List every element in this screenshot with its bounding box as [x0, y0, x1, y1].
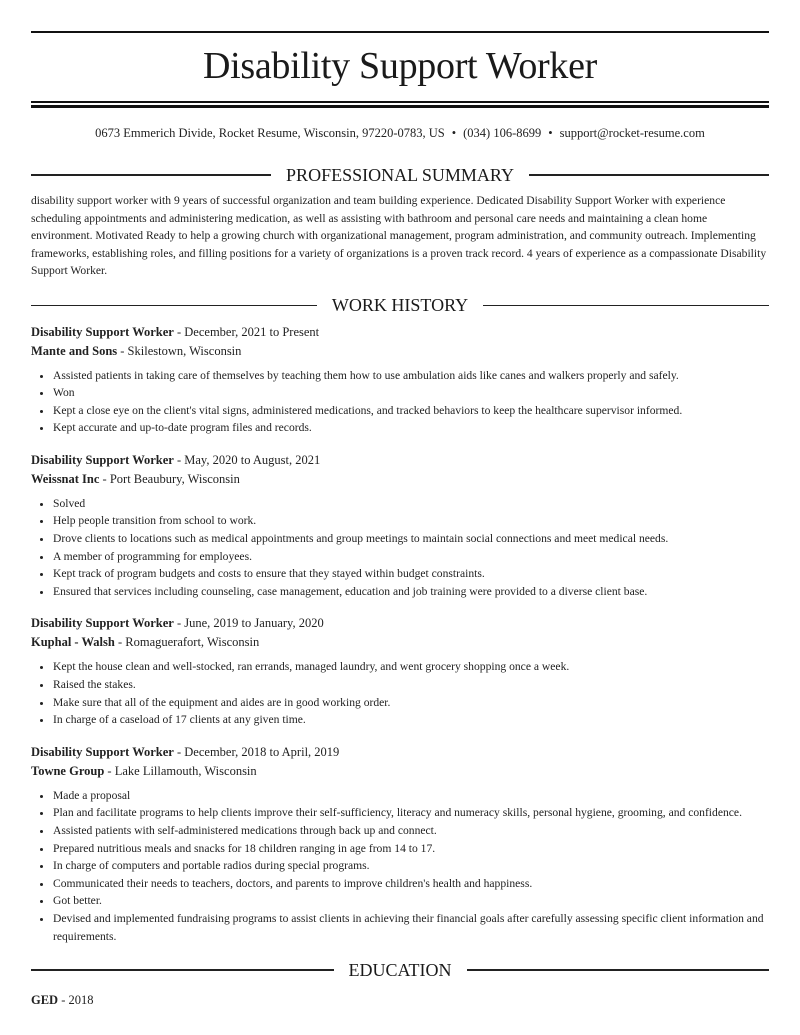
job-bullet: • Got better. [53, 892, 769, 910]
job-title: Disability Support Worker [31, 452, 174, 467]
job-bullets [31, 367, 769, 437]
job-bullet: • Made a proposal [53, 787, 769, 805]
company-name: Mante and Sons [31, 343, 118, 358]
education-entry [31, 993, 769, 1008]
company-line [31, 633, 769, 652]
job-bullet: • Make sure that all of the equipment and aides are in good working order. [53, 694, 769, 712]
job-bullet: • Kept track of program budgets and costs to ensure that they stayed within budget constraints. [53, 565, 769, 583]
separator: • [548, 126, 553, 140]
divider [31, 305, 317, 307]
job-title: Disability Support Worker [31, 616, 174, 631]
job-bullets [31, 495, 769, 601]
phone: (034) 106-8699 [463, 126, 542, 140]
section-heading-work [31, 295, 769, 317]
company-name: Towne Group [31, 763, 105, 778]
resume-content [31, 164, 769, 1008]
divider [467, 969, 770, 971]
job-bullet: • Kept a close eye on the client's vital signs, administered medications, and tracked behaviors to keep the healthcare supervisor informed. [53, 402, 769, 420]
work-history-list [31, 323, 769, 946]
job-entry [31, 743, 769, 945]
job-bullet: • Solved [53, 495, 769, 513]
divider [31, 969, 334, 971]
company-location: - Lake Lillamouth, Wisconsin [104, 763, 257, 778]
job-bullet: • Assisted patients with self-administered medications through back up and connect. [53, 822, 769, 840]
section-heading-education [31, 959, 769, 981]
section-heading-summary [31, 164, 769, 186]
job-entry [31, 323, 769, 437]
job-bullet: • Raised the stakes. [53, 676, 769, 694]
job-dates: - May, 2020 to August, 2021 [173, 452, 321, 467]
job-bullet: • Won [53, 384, 769, 402]
separator: • [451, 126, 457, 140]
job-bullet: • Drove clients to locations such as medical appointments and group meetings to maintain social connections and meet medical needs. [53, 530, 769, 548]
job-dates: - June, 2019 to January, 2020 [173, 616, 324, 631]
company-name: Weissnat Inc [31, 471, 100, 486]
job-title-line [31, 451, 769, 470]
company-location: - Romaguerafort, Wisconsin [114, 635, 260, 650]
summary-text: disability support worker with 9 years of successful organization and team building experience. Dedicated Disability Support Worker with experience scheduling appointments and administering medication, as well as assisting with bathroom and personal care needs and maintaining a clean home environment. Motivated Ready to help a growing church with organizational management, program administration, and community outreach. Implementing frameworks, establishing roles, and filling positions for a variety of organizations is a proven track record. 4 years of experience as a compassionate Disability Support Worker. [31, 194, 767, 277]
job-title: Disability Support Worker [31, 744, 174, 759]
job-bullet: • Assisted patients in taking care of themselves by teaching them how to use ambulation aids like canes and walkers properly and safely. [53, 367, 769, 385]
job-bullet: • Prepared nutritious meals and snacks for 18 children ranging in age from 14 to 17. [53, 840, 769, 858]
job-title-line [31, 614, 769, 633]
job-entry [31, 614, 769, 728]
company-line [31, 762, 769, 781]
job-bullet: • Help people transition from school to work. [53, 512, 769, 530]
section-label: WORK HISTORY [331, 295, 469, 315]
divider [529, 174, 769, 176]
job-bullet: • A member of programming for employees. [53, 548, 769, 566]
job-bullet: • In charge of computers and portable radios during special programs. [53, 857, 769, 875]
top-rule [31, 31, 769, 33]
email[interactable]: support@rocket-resume.com [559, 126, 705, 140]
double-rule-lower [31, 105, 769, 108]
job-dates: - December, 2018 to April, 2019 [173, 744, 340, 759]
job-title-line [31, 743, 769, 762]
job-bullet: • In charge of a caseload of 17 clients at any given time. [53, 711, 769, 729]
job-title: Disability Support Worker [31, 324, 174, 339]
job-bullet: • Ensured that services including counseling, case management, education and job training were provided to a diverse client base. [53, 583, 769, 601]
job-bullet: • Devised and implemented fundraising programs to assist clients in achieving their financial goals after carefully assessing specific client information and requirements. [53, 910, 769, 945]
job-bullet: • Kept the house clean and well-stocked, ran errands, managed laundry, and went grocery shopping once a week. [53, 658, 769, 676]
company-location: - Skilestown, Wisconsin [117, 343, 242, 358]
company-line [31, 342, 769, 361]
company-location: - Port Beaubury, Wisconsin [99, 471, 240, 486]
job-bullet: • Kept accurate and up-to-date program files and records. [53, 419, 769, 437]
contact-line [0, 126, 800, 141]
job-title-line [31, 323, 769, 342]
job-bullets [31, 658, 769, 728]
resume-title: Disability Support Worker [202, 45, 598, 87]
address: 0673 Emmerich Divide, Rocket Resume, Wisconsin, 97220-0783, US [95, 126, 445, 140]
job-bullet: • Plan and facilitate programs to help clients improve their self-sufficiency, literacy and numeracy skills, personal hygiene, grooming, and confidence. [53, 804, 769, 822]
job-bullets [31, 787, 769, 945]
divider [483, 305, 769, 307]
degree: GED [31, 993, 59, 1008]
double-rule-upper [31, 101, 769, 103]
section-label: EDUCATION [348, 959, 452, 980]
job-dates: - December, 2021 to Present [173, 324, 320, 339]
section-label: PROFESSIONAL SUMMARY [286, 164, 514, 185]
job-bullet: • Communicated their needs to teachers, doctors, and parents to improve children's health and happiness. [53, 875, 769, 893]
company-line [31, 470, 769, 489]
divider [31, 174, 271, 176]
education-year: - 2018 [58, 993, 94, 1008]
company-name: Kuphal - Walsh [31, 635, 115, 650]
job-entry [31, 451, 769, 601]
